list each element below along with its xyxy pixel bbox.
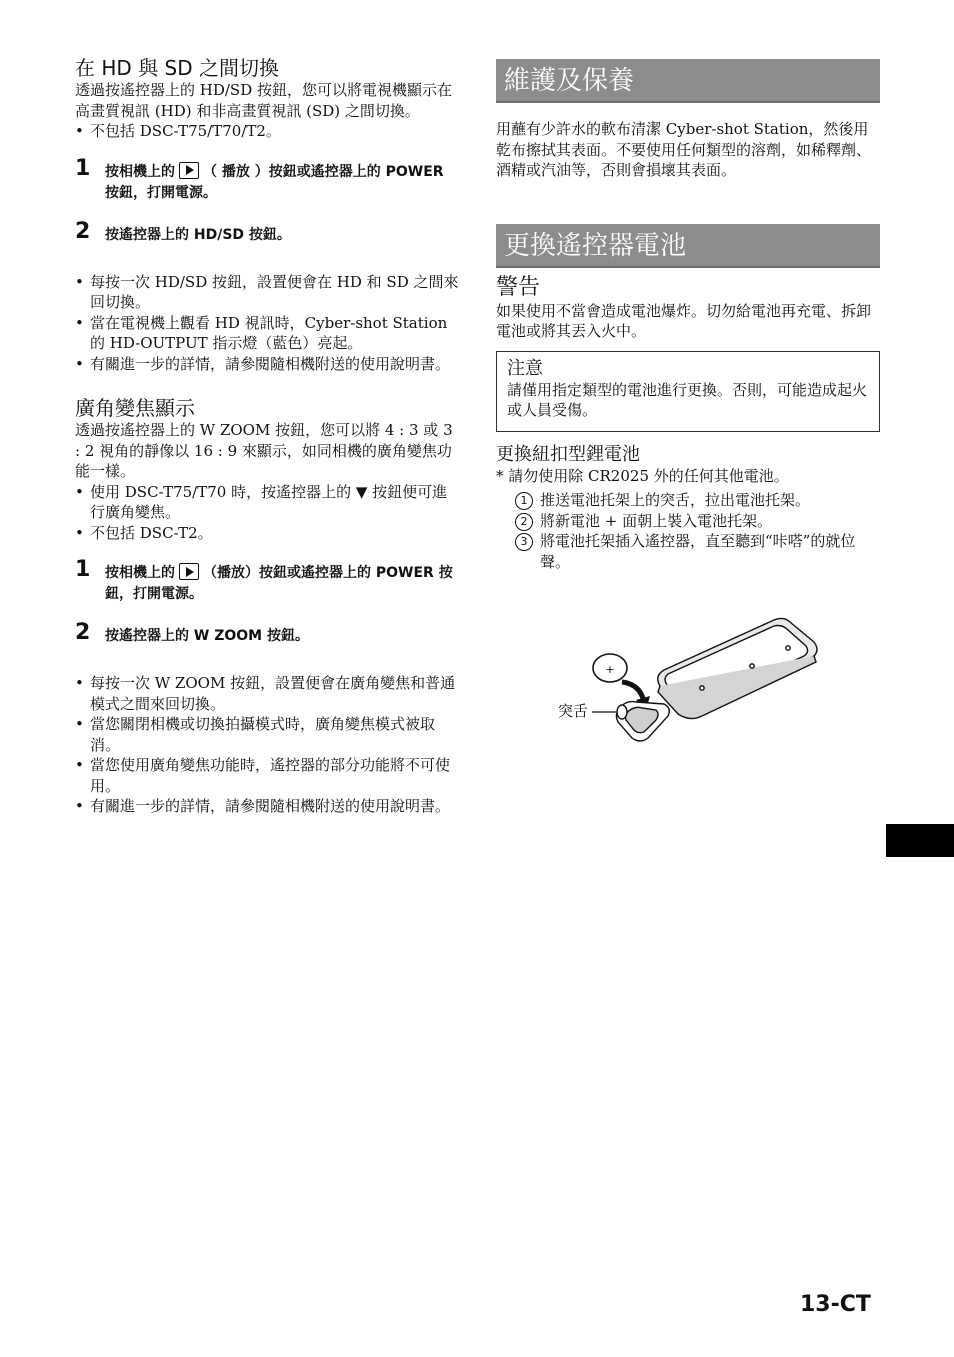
play-icon <box>179 162 199 179</box>
tab-label: 突舌 <box>558 702 589 720</box>
warning-body: 如果使用不當會造成電池爆炸。切勿給電池再充電、拆卸電池或將其丟入火中。 <box>496 301 872 340</box>
maintenance-title: 維護及保養 <box>496 59 880 103</box>
page-number: 13-CT <box>800 1292 871 1317</box>
maintenance-body: 用蘸有少許水的軟布清潔 Cyber-shot Station，然後用乾布擦拭其表面。不要使用任何類型的溶劑，如稀釋劑、酒精或汽油等，否則會損壞其表面。 <box>496 120 872 179</box>
list-item: • 每按一次 HD/SD 按鈕，設置便會在 HD 和 SD 之間來回切換。 <box>75 272 459 313</box>
remote-battery-illustration <box>552 612 872 764</box>
coin-steps <box>496 490 880 572</box>
warning-heading: 警告 <box>496 274 541 300</box>
svg-text:+: + <box>605 663 615 676</box>
coin-battery-icon <box>593 654 627 682</box>
caution-box <box>496 351 880 432</box>
list-item: • 當在電視機上觀看 HD 視訊時，Cyber-shot Station 的 HD-OUTPUT 指示燈（藍色）亮起。 <box>75 313 459 354</box>
wide-step-2: 2 按遙控器上的 W ZOOM 按鈕。 <box>75 620 309 645</box>
battery-title: 更換遙控器電池 <box>496 224 880 268</box>
list-item: • 有關進一步的詳情，請參閱隨相機附送的使用說明書。 <box>75 354 459 375</box>
wide-bullet-list <box>75 673 459 817</box>
hdsd-note-list <box>75 121 459 142</box>
side-tab-marker <box>886 824 954 857</box>
caution-heading: 注意 <box>507 357 543 379</box>
play-icon <box>179 563 199 580</box>
left-column <box>75 56 459 817</box>
list-item: • 當您使用廣角變焦功能時，遙控器的部分功能將不可使用。 <box>75 755 459 796</box>
hdsd-heading: 在 HD 與 SD 之間切換 <box>75 56 279 80</box>
wide-step-1: 1 按相機上的 （播放）按鈕或遙控器上的 POWER 按鈕，打開電源。 <box>75 557 453 602</box>
battery-tray-icon <box>616 702 669 741</box>
wide-intro: 透過按遙控器上的 W ZOOM 按鈕，您可以將 4 : 3 或 3 : 2 視角的靜像以 16 : 9 來顯示，如同相機的廣角變焦功能一樣。 <box>75 421 453 480</box>
coin-note: * 請勿使用除 CR2025 外的任何其他電池。 <box>496 466 789 485</box>
caution-body: 請僅用指定類型的電池進行更換。否則，可能造成起火或人員受傷。 <box>507 380 868 419</box>
list-item: • 不包括 DSC-T2。 <box>75 523 459 544</box>
list-item: • 有關進一步的詳情，請參閱隨相機附送的使用說明書。 <box>75 796 459 817</box>
wide-note-list <box>75 482 459 544</box>
list-item: 2 將新電池 + 面朝上裝入電池托架。 <box>513 511 880 532</box>
hdsd-step-1: 1 按相機上的 （ 播放 ）按鈕或遙控器上的 POWER 按鈕，打開電源。 <box>75 155 444 201</box>
remote-control-icon <box>658 618 817 718</box>
hdsd-step-2: 2 按遙控器上的 HD/SD 按鈕。 <box>75 218 291 244</box>
list-item: 3 將電池托架插入遙控器，直至聽到“咔嗒”的就位聲。 <box>513 531 880 572</box>
list-item: 1 推送電池托架上的突舌，拉出電池托架。 <box>513 490 880 511</box>
list-item: • 當您關閉相機或切換拍攝模式時，廣角變焦模式被取消。 <box>75 714 459 755</box>
list-item: • 每按一次 W ZOOM 按鈕，設置便會在廣角變焦和普通模式之間來回切換。 <box>75 673 459 714</box>
right-column <box>496 59 880 572</box>
coin-heading: 更換紐扣型鋰電池 <box>496 443 640 465</box>
list-item: • 不包括 DSC-T75/T70/T2。 <box>75 121 459 142</box>
hdsd-intro: 透過按遙控器上的 HD/SD 按鈕，您可以將電視機顯示在高畫質視訊 (HD) 和非高畫質視訊 (SD) 之間切換。 <box>75 81 453 120</box>
hdsd-bullet-list <box>75 272 459 375</box>
wide-heading: 廣角變焦顯示 <box>75 396 195 420</box>
list-item: • 使用 DSC-T75/T70 時，按遙控器上的 ▼ 按鈕便可進行廣角變焦。 <box>75 482 459 523</box>
